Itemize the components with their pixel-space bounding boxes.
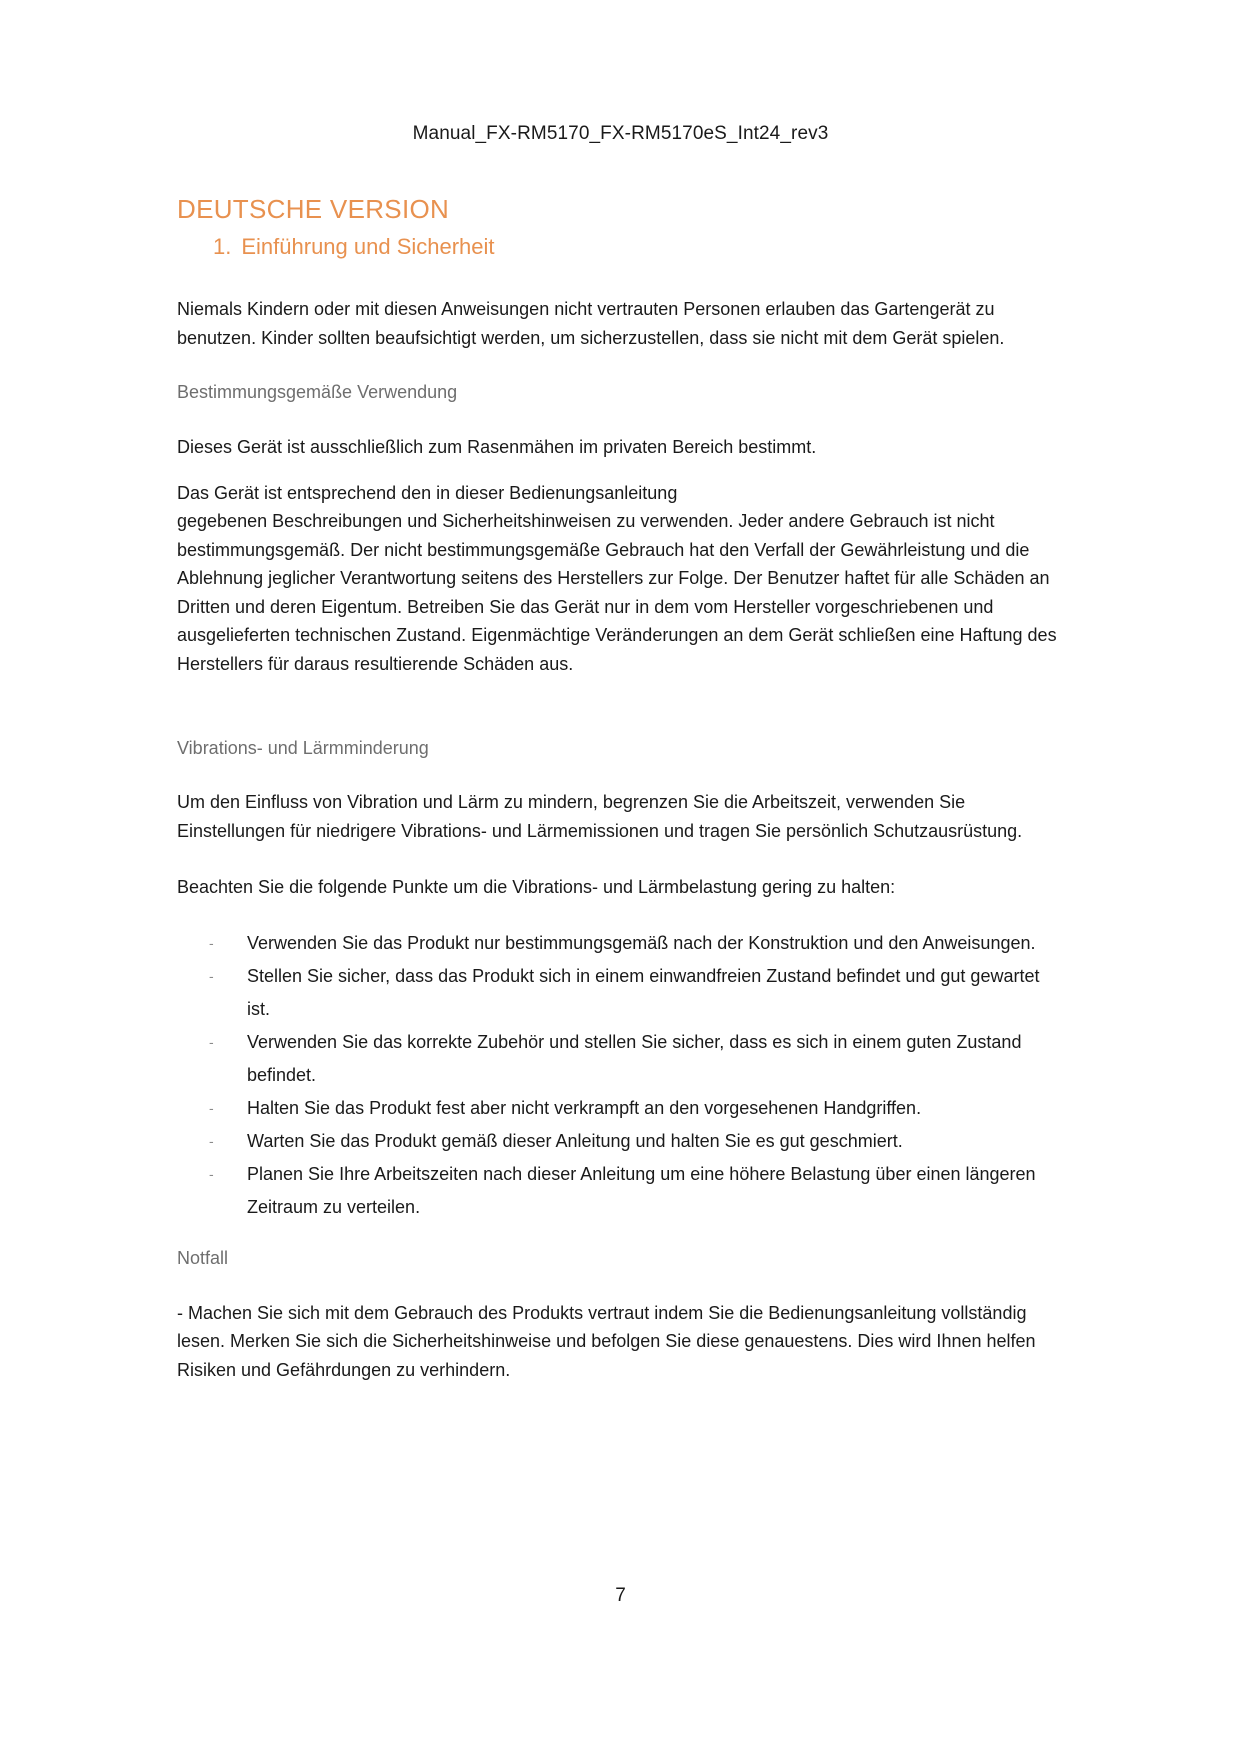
- vibration-list: [177, 927, 1077, 1224]
- bullet-dash: -: [209, 967, 214, 984]
- list-item: - Planen Sie Ihre Arbeitszeiten nach dieser Anleitung um eine höhere Belastung über einen längeren Zeitraum zu verteilen.: [177, 1158, 1057, 1224]
- list-item: - Verwenden Sie das korrekte Zubehör und stellen Sie sicher, dass es sich in einem guten Zustand befindet.: [177, 1026, 1057, 1092]
- vibration-heading: Vibrations- und Lärmminderung: [177, 738, 429, 758]
- bullet-dash: -: [209, 1099, 214, 1116]
- document-header: Manual_FX-RM5170_FX-RM5170eS_Int24_rev3: [412, 123, 829, 144]
- intended-use-paragraph-2-rest: gegebenen Beschreibungen und Sicherheitshinweisen zu verwenden. Jeder andere Gebrauch ist nicht bestimmungsgemäß. Der nicht bestimmungsgemäße Gebrauch hat den Verfall der Gewährleistung und die Ablehnung jeglicher Verantwortung seitens des Herstellers zur Folge. Der Benutzer haftet für alle Schäden an Dritten und deren Eigentum. Betreiben Sie das Gerät nur in dem vom Hersteller vorgeschriebenen und ausgelieferten technischen Zustand. Eigenmächtige Veränderungen an dem Gerät schließen eine Haftung des Herstellers für daraus resultierende Schäden aus.: [177, 511, 1057, 674]
- emergency-heading: Notfall: [177, 1247, 229, 1268]
- vibration-paragraph-1: Um den Einfluss von Vibration und Lärm zu mindern, begrenzen Sie die Arbeitszeit, verwenden Sie Einstellungen für niedrigere Vibrations- und Lärmemissionen und tragen Sie persönlich Schutzausrüstung.: [177, 792, 1023, 841]
- intended-use-paragraph-1: Dieses Gerät ist ausschließlich zum Rasenmähen im privaten Bereich bestimmt.: [177, 437, 817, 457]
- section-title: Einführung und Sicherheit: [241, 234, 495, 259]
- page-number: 7: [615, 1585, 626, 1606]
- vibration-paragraph-2: Beachten Sie die folgende Punkte um die Vibrations- und Lärmbelastung gering zu halten:: [177, 877, 896, 897]
- page-content: [177, 192, 1077, 1384]
- list-item: - Verwenden Sie das Produkt nur bestimmungsgemäß nach der Konstruktion und den Anweisungen.: [177, 927, 1057, 960]
- version-heading: DEUTSCHE VERSION: [177, 194, 450, 224]
- section-number: 1.: [213, 234, 232, 259]
- bullet-dash: -: [209, 1165, 214, 1182]
- list-item: - Stellen Sie sicher, dass das Produkt sich in einem einwandfreien Zustand befindet und gut gewartet ist.: [177, 960, 1057, 1026]
- bullet-dash: -: [209, 934, 214, 951]
- intended-use-heading: Bestimmungsgemäße Verwendung: [177, 382, 458, 402]
- list-item: - Warten Sie das Produkt gemäß dieser Anleitung und halten Sie es gut geschmiert.: [177, 1125, 1057, 1158]
- intended-use-paragraph-2-line1: Das Gerät ist entsprechend den in dieser Bedienungsanleitung: [177, 482, 678, 503]
- emergency-paragraph: - Machen Sie sich mit dem Gebrauch des Produkts vertraut indem Sie die Bedienungsanleitung vollständig lesen. Merken Sie sich die Sicherheitshinweise und befolgen Sie diese genauestens. Dies wird Ihnen helfen Risiken und Gefährdungen zu verhindern.: [177, 1302, 1036, 1380]
- intro-paragraph: Niemals Kindern oder mit diesen Anweisungen nicht vertrauten Personen erlauben das Gartengerät zu benutzen. Kinder sollten beaufsichtigt werden, um sicherzustellen, dass sie nicht mit dem Gerät spielen.: [177, 299, 1005, 348]
- section-heading: [213, 231, 1077, 263]
- bullet-dash: -: [209, 1033, 214, 1050]
- bullet-dash: -: [209, 1132, 214, 1149]
- intended-use-paragraph-2: [177, 479, 1087, 679]
- list-item: - Halten Sie das Produkt fest aber nicht verkrampft an den vorgesehenen Handgriffen.: [177, 1092, 1057, 1125]
